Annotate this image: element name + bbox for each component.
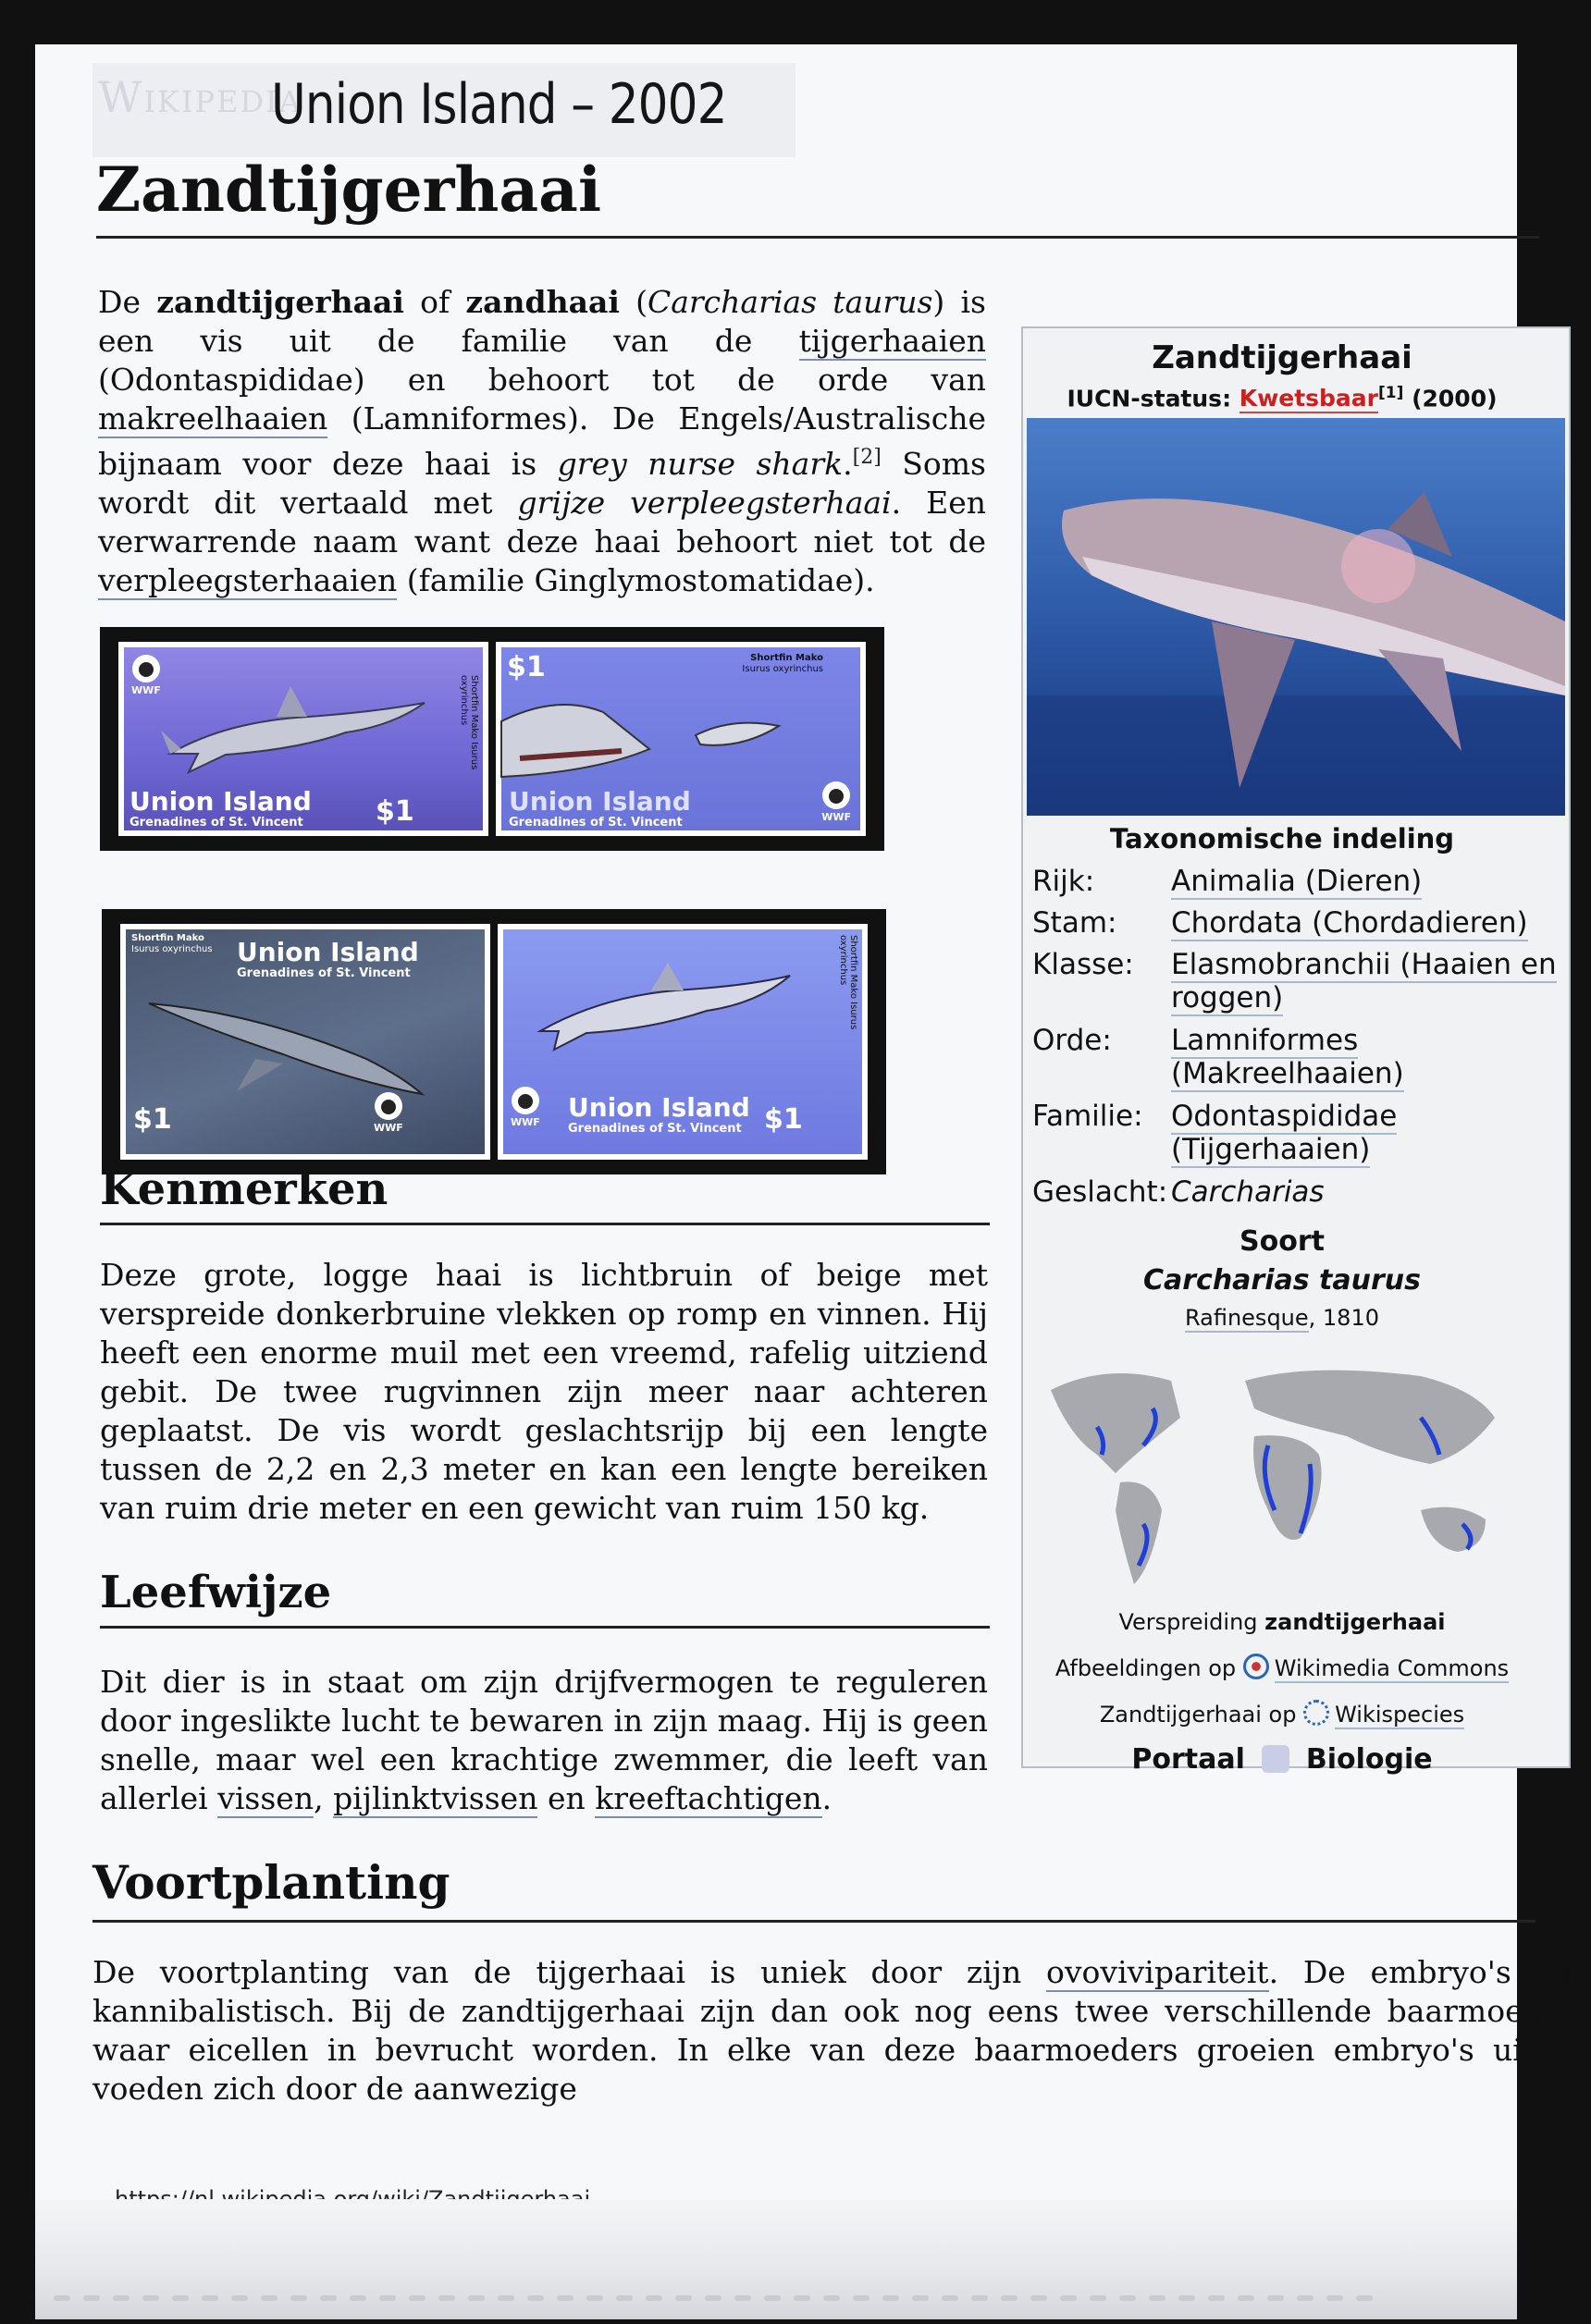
link-ovoviviepariteit[interactable]: ovovivipariteit: [1046, 1954, 1269, 1990]
divider-leefwijze: [100, 1626, 990, 1629]
wikimedia-commons-link[interactable]: Wikimedia Commons: [1274, 1655, 1510, 1681]
leefwijze-paragraph: Dit dier is in staat om zijn drijfvermogen te reguleren door ingeslikte lucht te bewaren in zijn maag. Hij is geen snelle, maar wel een krachtige zwemmer, die leeft van allerlei vissen, pijlinktvissen en kreeftachtigen.: [100, 1664, 988, 1816]
link-pijlinktvissen[interactable]: pijlinktvissen: [333, 1780, 538, 1816]
distribution-map[interactable]: [1032, 1353, 1532, 1593]
taxonomy-heading: Taxonomische indeling: [1109, 823, 1455, 855]
link-verpleegsterhaaien[interactable]: verpleegsterhaaien: [98, 562, 398, 598]
wikispecies-line: Zandtijgerhaai op Wikispecies: [1099, 1702, 1465, 1728]
iucn-status: IUCN-status: Kwetsbaar[1] (2000): [1067, 384, 1498, 412]
puzzle-piece-icon: [1262, 1745, 1289, 1773]
biologie-portal-link[interactable]: Biologie: [1305, 1743, 1433, 1776]
album-page: [35, 44, 1591, 2319]
wikispecies-icon: [1303, 1700, 1329, 1726]
species-name: Carcharias taurus: [1142, 1264, 1421, 1297]
link-kreeftachtigen[interactable]: kreeftachtigen: [595, 1780, 822, 1816]
mako-shark-illustration-underwater: [144, 985, 431, 1096]
sand-tiger-shark-image: [1027, 418, 1565, 816]
wikimedia-commons-icon: [1243, 1654, 1269, 1679]
link-vissen[interactable]: vissen: [217, 1780, 314, 1816]
link-makreelhaaien[interactable]: makreelhaaien: [98, 400, 328, 437]
stamp-bottom-right: Shortfin Mako Isurus oxyrinchus WWF Union Island Grenadines of St. Vincent $1: [498, 924, 868, 1160]
divider-kenmerken: [100, 1223, 990, 1225]
wwf-panda-icon: WWF: [374, 1092, 403, 1134]
stamp-strip-bottom: [102, 909, 886, 1174]
intro-paragraph: De zandtijgerhaai of zandhaai (Carcharias taurus) is een vis uit de familie van de tijgerhaaien (Odontaspididae) en behoort tot de orde van makreelhaaien (Lamniformes). De Engels/Australische bijnaam voor deze haai is grey nurse shark.[2] Soms wordt dit vertaald met grijze verpleegsterhaai. Een verwarrende naam want deze haai behoort niet tot de verpleegsterhaaien (familie Ginglymostomatidae).: [98, 284, 986, 598]
reference-2[interactable]: [2]: [852, 446, 882, 469]
stamp-top-right: $1 Shortfin Mako Isurus oxyrinchus Union Island Grenadines of St. Vincent WWF: [496, 642, 866, 836]
voortplanting-paragraph: De voortplanting van de tijgerhaai is uniek door zijn ovovivipariteit. De embryo's zijn kannibalistisch. Bij de zandtijgerhaai zijn dan ook nog eens twee verschillende baarmoeders waar eicellen in bevrucht worden. In elke van deze baarmoeders groeien embryo's uit en voeden zich door de aanwezige: [92, 1954, 1591, 2107]
heading-leefwijze: Leefwijze: [100, 1567, 332, 1618]
soort-heading: Soort: [1240, 1225, 1325, 1258]
wwf-panda-icon: WWF: [511, 1087, 540, 1128]
wikispecies-link[interactable]: Wikispecies: [1335, 1702, 1465, 1728]
mako-shark-illustration: [161, 675, 438, 777]
species-authority: Rafinesque, 1810: [1184, 1305, 1379, 1331]
stamp-strip-top: [100, 627, 884, 851]
species-infobox: Zandtijgerhaai IUCN-status: Kwetsbaar[1] (2000) Taxonomische indeling Rijk: Animalia (Dieren) Stam: Chordata (Chordadieren) Klasse: Elasmobranchii (Haaien en roggen) Orde: Lamniformes (Makreelhaaien) Familie: Odontaspididae (Tijgerhaaien) Geslacht: Carcharias Soort Carcharias taurus Rafinesque, 1810 Verspreiding zandtijgerhaai Afbeeldingen op Wikimedia Commons Zandtijgerhaai op Wikispecies Portaal Biologie: [1021, 326, 1571, 1768]
wwf-panda-icon: WWF: [821, 781, 851, 823]
link-tijgerhaaien[interactable]: tijgerhaaien: [798, 323, 986, 359]
reference-1[interactable]: [1]: [1378, 384, 1404, 402]
mako-shark-illustration-head: [501, 684, 807, 786]
heading-kenmerken: Kenmerken: [100, 1163, 388, 1215]
distribution-caption: Verspreiding zandtijgerhaai: [1118, 1609, 1446, 1635]
wwf-panda-icon: WWF: [131, 655, 161, 696]
portal-line: Portaal Biologie: [1131, 1743, 1433, 1776]
shark-photo[interactable]: [1027, 418, 1565, 816]
wikipedia-ghost-logo: Wikipedia: [98, 72, 302, 122]
heading-voortplanting: Voortplanting: [92, 1855, 450, 1910]
album-page-label: Union Island – 2002: [271, 72, 727, 137]
stamp-top-left: WWF Shortfin Mako Isurus oxyrinchus Union Island Grenadines of St. Vincent $1: [118, 642, 488, 836]
divider-voortplanting: [92, 1920, 1536, 1923]
title-divider: [96, 236, 1539, 239]
kenmerken-paragraph: Deze grote, logge haai is lichtbruin of beige met verspreide donkerbruine vlekken op romp en vinnen. Hij heeft een enorme muil met een vreemd, rafelig uitziend gebit. De twee rugvinnen zijn meer naar achteren geplaatst. De vis wordt geslachtsrijp bij een lengte tussen de 2,2 en 2,3 meter en kan een lengte bereiken van ruim drie meter en een gewicht van ruim 150 kg.: [100, 1257, 988, 1526]
commons-line: Afbeeldingen op Wikimedia Commons: [1054, 1655, 1510, 1681]
article-title: Zandtijgerhaai: [96, 154, 602, 226]
mako-shark-illustration: [531, 957, 799, 1059]
iucn-status-link[interactable]: Kwetsbaar: [1239, 385, 1378, 412]
stamp-bottom-left: Shortfin Mako Isurus oxyrinchus Union Island Grenadines of St. Vincent $1 WWF: [120, 924, 490, 1160]
plastic-sleeve-edge: [35, 2199, 1517, 2319]
infobox-title: Zandtijgerhaai: [1152, 339, 1412, 376]
